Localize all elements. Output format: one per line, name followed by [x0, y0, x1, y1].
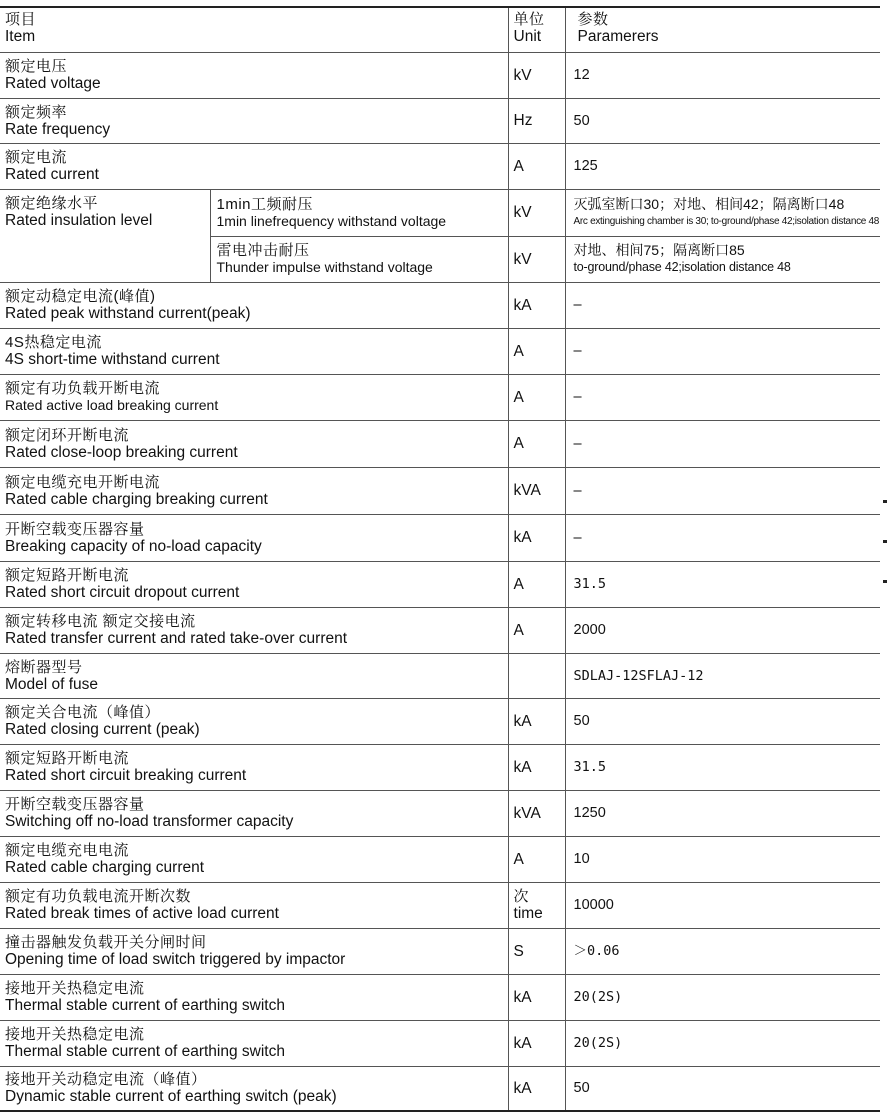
header-item-cn: 项目 — [5, 11, 37, 28]
sub-item-en: Thunder impulse withstand voltage — [216, 259, 433, 275]
unit: kA — [513, 988, 532, 1006]
table-row — [0, 467, 880, 514]
param-value: 50 — [573, 112, 590, 129]
unit: A — [513, 575, 524, 593]
param-value: SDLAJ-12SFLAJ-12 — [573, 667, 704, 684]
param-value: – — [573, 529, 582, 546]
unit: kV — [513, 66, 532, 84]
unit: Hz — [513, 112, 533, 129]
unit: A — [513, 621, 524, 639]
unit: kA — [513, 296, 532, 314]
item-en: Rated short circuit breaking current — [5, 767, 247, 784]
param-value: 10 — [573, 851, 590, 867]
table-row — [0, 744, 880, 790]
item-cn: 额定电压 — [5, 58, 68, 75]
item-en: Thermal stable current of earthing switch — [5, 1043, 285, 1060]
param-value: 2000 — [573, 622, 606, 638]
param-value: 31.5 — [573, 576, 607, 592]
unit: kVA — [513, 804, 541, 822]
table-row — [0, 928, 880, 974]
param-value: 10000 — [573, 897, 614, 913]
item-en: Switching off no-load transformer capacity — [5, 813, 294, 830]
table-row — [0, 1066, 880, 1111]
table-row — [0, 374, 880, 420]
param-value: 1250 — [573, 805, 606, 821]
table-row — [0, 328, 880, 374]
sub-item-en: 1min linefrequency withstand voltage — [216, 212, 447, 229]
param-value: 50 — [573, 1080, 590, 1097]
unit: A — [513, 435, 524, 452]
page-edge-mark — [883, 500, 887, 503]
item-cn: 额定有功负载电流开断次数 — [5, 888, 192, 905]
item-cn: 额定电缆充电电流 — [5, 842, 130, 859]
table-row-insulation — [0, 189, 880, 236]
item-cn: 额定关合电流（峰值） — [5, 704, 161, 721]
item-en: 4S short-time withstand current — [5, 351, 220, 368]
table-row — [0, 143, 880, 189]
item-en: Rated peak withstand current(peak) — [5, 305, 251, 322]
item-en: Rated insulation level — [5, 211, 153, 229]
item-cn: 开断空载变压器容量 — [5, 520, 145, 538]
item-cn: 撞击器触发负载开关分闸时间 — [5, 934, 207, 951]
table-row — [0, 790, 880, 836]
item-en: Rated short circuit dropout current — [5, 584, 240, 601]
parameter-table — [0, 6, 880, 1112]
item-en: Rated active load breaking current — [5, 397, 219, 413]
table-header — [0, 7, 880, 52]
unit: kV — [513, 250, 532, 268]
item-en: Rated cable charging current — [5, 859, 205, 876]
unit: S — [513, 942, 524, 960]
unit: A — [513, 850, 524, 868]
item-cn: 额定电流 — [5, 149, 68, 166]
item-cn: 额定绝缘水平 — [5, 194, 99, 212]
item-en: Breaking capacity of no-load capacity — [5, 537, 262, 555]
item-en: Dynamic stable current of earthing switch (peak) — [5, 1088, 337, 1106]
page-edge-mark — [883, 540, 887, 543]
param-value: 20(2S) — [573, 989, 623, 1005]
table-row — [0, 882, 880, 928]
unit: kA — [513, 712, 532, 730]
unit: kA — [513, 529, 532, 546]
item-cn: 额定闭环开断电流 — [5, 426, 130, 444]
table-row — [0, 514, 880, 561]
header-param-en: Paramerers — [577, 28, 659, 45]
param-value: 12 — [573, 67, 590, 83]
param-value-en: to-ground/phase 42;isolation distance 48 — [573, 260, 791, 274]
item-en: Rated transfer current and rated take-over current — [5, 630, 348, 647]
item-en: Rated closing current (peak) — [5, 721, 200, 738]
unit: kV — [513, 204, 532, 221]
item-en: Rate frequency — [5, 120, 111, 138]
param-value: – — [573, 435, 582, 452]
item-cn: 额定有功负载开断电流 — [5, 380, 161, 397]
header-param-cn: 参数 — [577, 11, 609, 28]
item-en: Thermal stable current of earthing switch — [5, 997, 285, 1014]
item-cn: 额定电缆充电开断电流 — [5, 473, 161, 491]
item-cn: 额定动稳定电流(峰值) — [5, 288, 156, 305]
header-item — [0, 7, 508, 52]
sub-item-cn: 雷电冲击耐压 — [216, 242, 310, 259]
item-cn: 接地开关热稳定电流 — [5, 1026, 145, 1043]
item-en: Rated voltage — [5, 75, 101, 92]
item-cn: 接地开关动稳定电流（峰值） — [5, 1071, 207, 1089]
header-item-en: Item — [5, 28, 36, 45]
param-value-en: Arc extinguishing chamber is 30; to-ground/phase 42;isolation distance 48 — [573, 215, 880, 227]
item-cn: 接地开关热稳定电流 — [5, 980, 145, 997]
item-cn: 额定短路开断电流 — [5, 567, 130, 584]
table-row — [0, 420, 880, 467]
unit: kVA — [513, 482, 541, 499]
item-en: Model of fuse — [5, 675, 99, 693]
header-unit-cn: 单位 — [513, 11, 545, 28]
unit-cn: 次 — [513, 888, 530, 905]
item-en: Rated break times of active load current — [5, 905, 279, 922]
table-row — [0, 974, 880, 1020]
param-value-cn: 灭弧室断口30；对地、相间42；隔离断口48 — [573, 195, 845, 212]
unit: kA — [513, 758, 532, 776]
table-row — [0, 1020, 880, 1066]
table-row — [0, 282, 880, 328]
item-cn: 4S热稳定电流 — [5, 334, 102, 351]
unit: A — [513, 157, 524, 175]
item-cn: 熔断器型号 — [5, 658, 83, 676]
unit: A — [513, 342, 524, 360]
header-param — [565, 7, 880, 52]
param-value: ＞0.06 — [573, 943, 620, 959]
table-row — [0, 653, 880, 698]
table-row — [0, 698, 880, 744]
header-unit — [508, 7, 565, 52]
table-row — [0, 98, 880, 143]
item-en: Rated current — [5, 166, 99, 183]
param-value: 50 — [573, 713, 590, 729]
table-row — [0, 561, 880, 607]
unit: A — [513, 388, 524, 406]
table-row — [0, 836, 880, 882]
param-value: – — [573, 389, 582, 405]
item-en: Rated cable charging breaking current — [5, 490, 268, 508]
param-value: – — [573, 482, 582, 499]
item-cn: 额定转移电流 额定交接电流 — [5, 613, 196, 630]
param-value: 125 — [573, 158, 598, 174]
param-value: – — [573, 343, 582, 359]
sub-item-cn: 1min工频耐压 — [216, 195, 314, 213]
unit: kA — [513, 1034, 532, 1052]
table-row — [0, 52, 880, 98]
header-unit-en: Unit — [513, 28, 542, 45]
unit: kA — [513, 1079, 532, 1097]
item-cn: 额定频率 — [5, 103, 68, 121]
unit-en: time — [513, 905, 543, 922]
page-edge-mark — [883, 580, 887, 583]
param-value: 31.5 — [573, 759, 607, 775]
param-value: 20(2S) — [573, 1035, 623, 1051]
item-en: Rated close-loop breaking current — [5, 443, 238, 461]
item-cn: 额定短路开断电流 — [5, 750, 130, 767]
item-en: Opening time of load switch triggered by impactor — [5, 951, 346, 968]
item-cn: 开断空载变压器容量 — [5, 796, 145, 813]
param-value-cn: 对地、相间75；隔离断口85 — [573, 242, 745, 258]
table-row — [0, 607, 880, 653]
param-value: – — [573, 297, 582, 313]
